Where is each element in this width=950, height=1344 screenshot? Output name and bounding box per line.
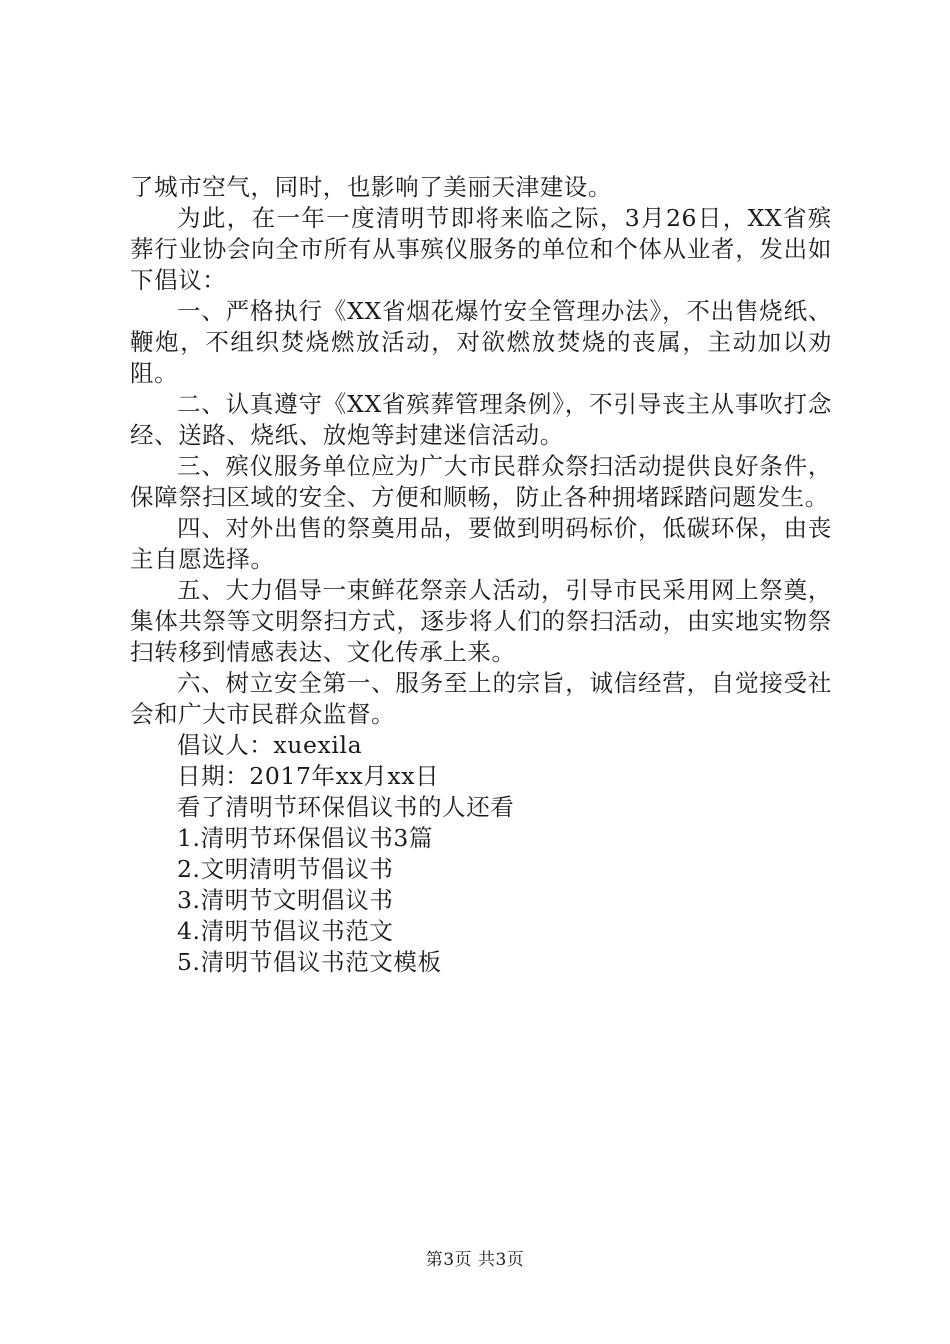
paragraph: 三、殡仪服务单位应为广大市民群众祭扫活动提供良好条件，保障祭扫区域的安全、方便和顺畅，防止各种拥堵踩踏问题发生。 xyxy=(130,452,832,511)
proposer-line: 倡议人：xuexila xyxy=(177,731,363,759)
related-link[interactable]: 4.清明节倡议书范文 xyxy=(177,917,394,945)
paragraph: 四、对外出售的祭奠用品，要做到明码标价，低碳环保，由丧主自愿选择。 xyxy=(130,514,832,573)
date-line: 日期：2017年xx月xx日 xyxy=(177,762,440,790)
related-link[interactable]: 1.清明节环保倡议书3篇 xyxy=(177,824,434,852)
related-heading: 看了清明节环保倡议书的人还看 xyxy=(177,793,515,821)
related-link[interactable]: 3.清明节文明倡议书 xyxy=(177,886,394,914)
page-number-footer: 第3页 共3页 xyxy=(425,1250,525,1270)
document-body xyxy=(130,172,832,978)
paragraph: 五、大力倡导一束鲜花祭亲人活动，引导市民采用网上祭奠，集体共祭等文明祭扫方式，逐步将人们的祭扫活动，由实地实物祭扫转移到情感表达、文化传承上来。 xyxy=(130,576,832,666)
paragraph: 了城市空气，同时，也影响了美丽天津建设。 xyxy=(130,173,612,201)
paragraph: 为此，在一年一度清明节即将来临之际，3月26日，XX省殡葬行业协会向全市所有从事殡仪服务的单位和个体从业者，发出如下倡议： xyxy=(130,204,832,294)
paragraph: 一、严格执行《XX省烟花爆竹安全管理办法》，不出售烧纸、鞭炮，不组织焚烧燃放活动，对欲燃放焚烧的丧属，主动加以劝阻。 xyxy=(130,297,832,387)
paragraph: 六、树立安全第一、服务至上的宗旨，诚信经营，自觉接受社会和广大市民群众监督。 xyxy=(130,669,832,728)
related-link[interactable]: 2.文明清明节倡议书 xyxy=(177,855,394,883)
related-link[interactable]: 5.清明节倡议书范文模板 xyxy=(177,948,442,976)
paragraph: 二、认真遵守《XX省殡葬管理条例》，不引导丧主从事吹打念经、送路、烧纸、放炮等封建迷信活动。 xyxy=(130,390,832,449)
